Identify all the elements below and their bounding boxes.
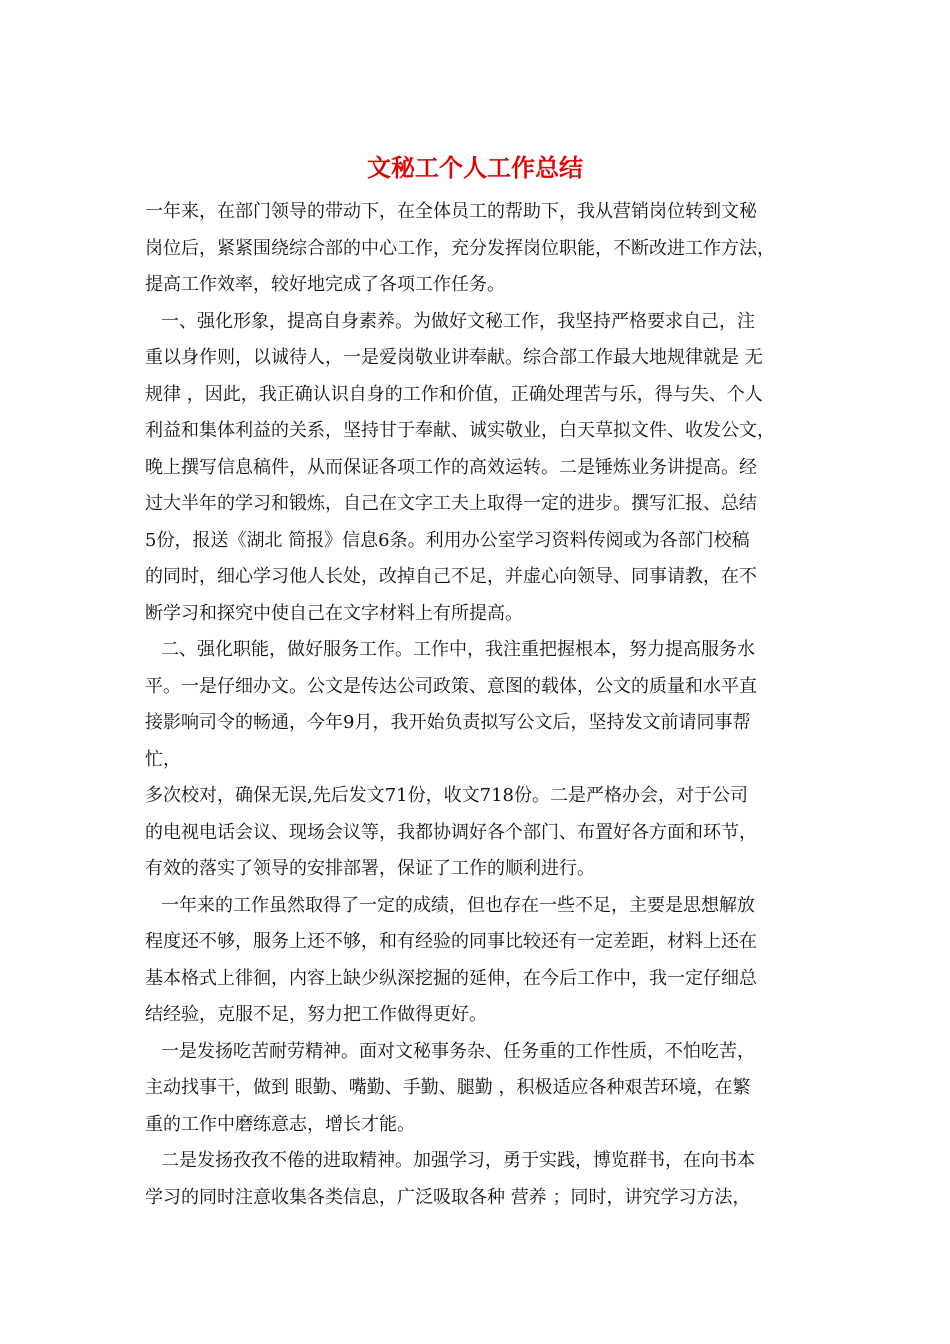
text-line: 一年来的工作虽然取得了一定的成绩，但也存在一些不足，主要是思想解放: [161, 894, 755, 916]
text-line: 重以身作则，以诚待人，一是爱岗敬业讲奉献。综合部工作最大地规律就是 无: [145, 347, 763, 368]
document-title: 文秘工个人工作总结: [367, 153, 583, 182]
text-line: 过大半年的学习和锻炼，自己在文字工夫上取得一定的进步。撰写汇报、总结: [145, 493, 757, 514]
text-line: 晚上撰写信息稿件，从而保证各项工作的高效运转。二是锤炼业务讲提高。经: [145, 456, 757, 478]
paragraph: [145, 888, 805, 1034]
text-line: 一是发扬吃苦耐劳精神。面对文秘事务杂、任务重的工作性质，不怕吃苦，: [161, 1040, 755, 1062]
text-line: 基本格式上徘徊，内容上缺少纵深挖掘的延伸，在今后工作中，我一定仔细总: [145, 967, 757, 989]
text-line: 一年来，在部门领导的带动下，在全体员工的帮助下，我从营销岗位转到文秘: [145, 201, 757, 222]
document-page: [145, 150, 805, 1216]
text-line: 的电视电话会议、现场会议等，我都协调好各个部门、布置好各方面和环节，: [145, 821, 757, 843]
text-line: 5份，报送《湖北 简报》信息6条。利用办公室学习资料传阅或为各部门校稿: [145, 529, 750, 551]
text-line: 学习的同时注意收集各类信息，广泛吸取各种 营养 ；同时，讲究学习方法，: [145, 1186, 751, 1208]
text-line: 断学习和探究中使自己在文字材料上有所提高。: [145, 602, 523, 624]
text-line: 二、强化职能，做好服务工作。工作中，我注重把握根本，努力提高服务水: [161, 639, 755, 660]
text-line: 平。一是仔细办文。公文是传达公司政策、意图的载体，公文的质量和水平直: [145, 675, 757, 697]
paragraph: [145, 778, 805, 888]
paragraph: [145, 1034, 805, 1144]
paragraph: [145, 304, 805, 633]
paragraph: [145, 632, 805, 778]
text-line: 利益和集体利益的关系，坚持甘于奉献、诚实敬业，白天草拟文件、收发公文，: [145, 420, 775, 441]
text-line: 提高工作效率，较好地完成了各项工作任务。: [145, 274, 505, 295]
text-line: 接影响司令的畅通，今年9月，我开始负责拟写公文后，坚持发文前请同事帮: [145, 712, 751, 733]
text-line: 规律 ，因此，我正确认识自身的工作和价值，正确处理苦与乐，得与失、个人: [145, 383, 763, 405]
text-line: 一、强化形象，提高自身素养。为做好文秘工作，我坚持严格要求自己，注: [161, 310, 755, 332]
text-line: 结经验，克服不足，努力把工作做得更好。: [145, 1004, 487, 1025]
text-line: 有效的落实了领导的安排部署，保证了工作的顺利进行。: [145, 858, 595, 879]
text-line: 的同时，细心学习他人长处，改掉自己不足，并虚心向领导、同事请教，在不: [145, 566, 757, 587]
paragraph: [145, 1143, 805, 1216]
text-line: 重的工作中磨练意志，增长才能。: [145, 1113, 415, 1135]
text-line: 程度还不够，服务上还不够，和有经验的同事比较还有一定差距，材料上还在: [145, 931, 757, 952]
text-line: 岗位后，紧紧围绕综合部的中心工作，充分发挥岗位职能，不断改进工作方法，: [145, 237, 775, 259]
text-line: 主动找事干，做到 眼勤、嘴勤、手勤、腿勤 ，积极适应各种艰苦环境，在繁: [145, 1077, 751, 1098]
document-body: [145, 194, 805, 1216]
text-line: 忙，: [145, 748, 181, 770]
text-line: 多次校对，确保无误,先后发文71份，收文718份。二是严格办会，对于公司: [145, 785, 748, 806]
paragraph: [145, 194, 805, 304]
text-line: 二是发扬孜孜不倦的进取精神。加强学习，勇于实践，博览群书，在向书本: [161, 1150, 755, 1171]
